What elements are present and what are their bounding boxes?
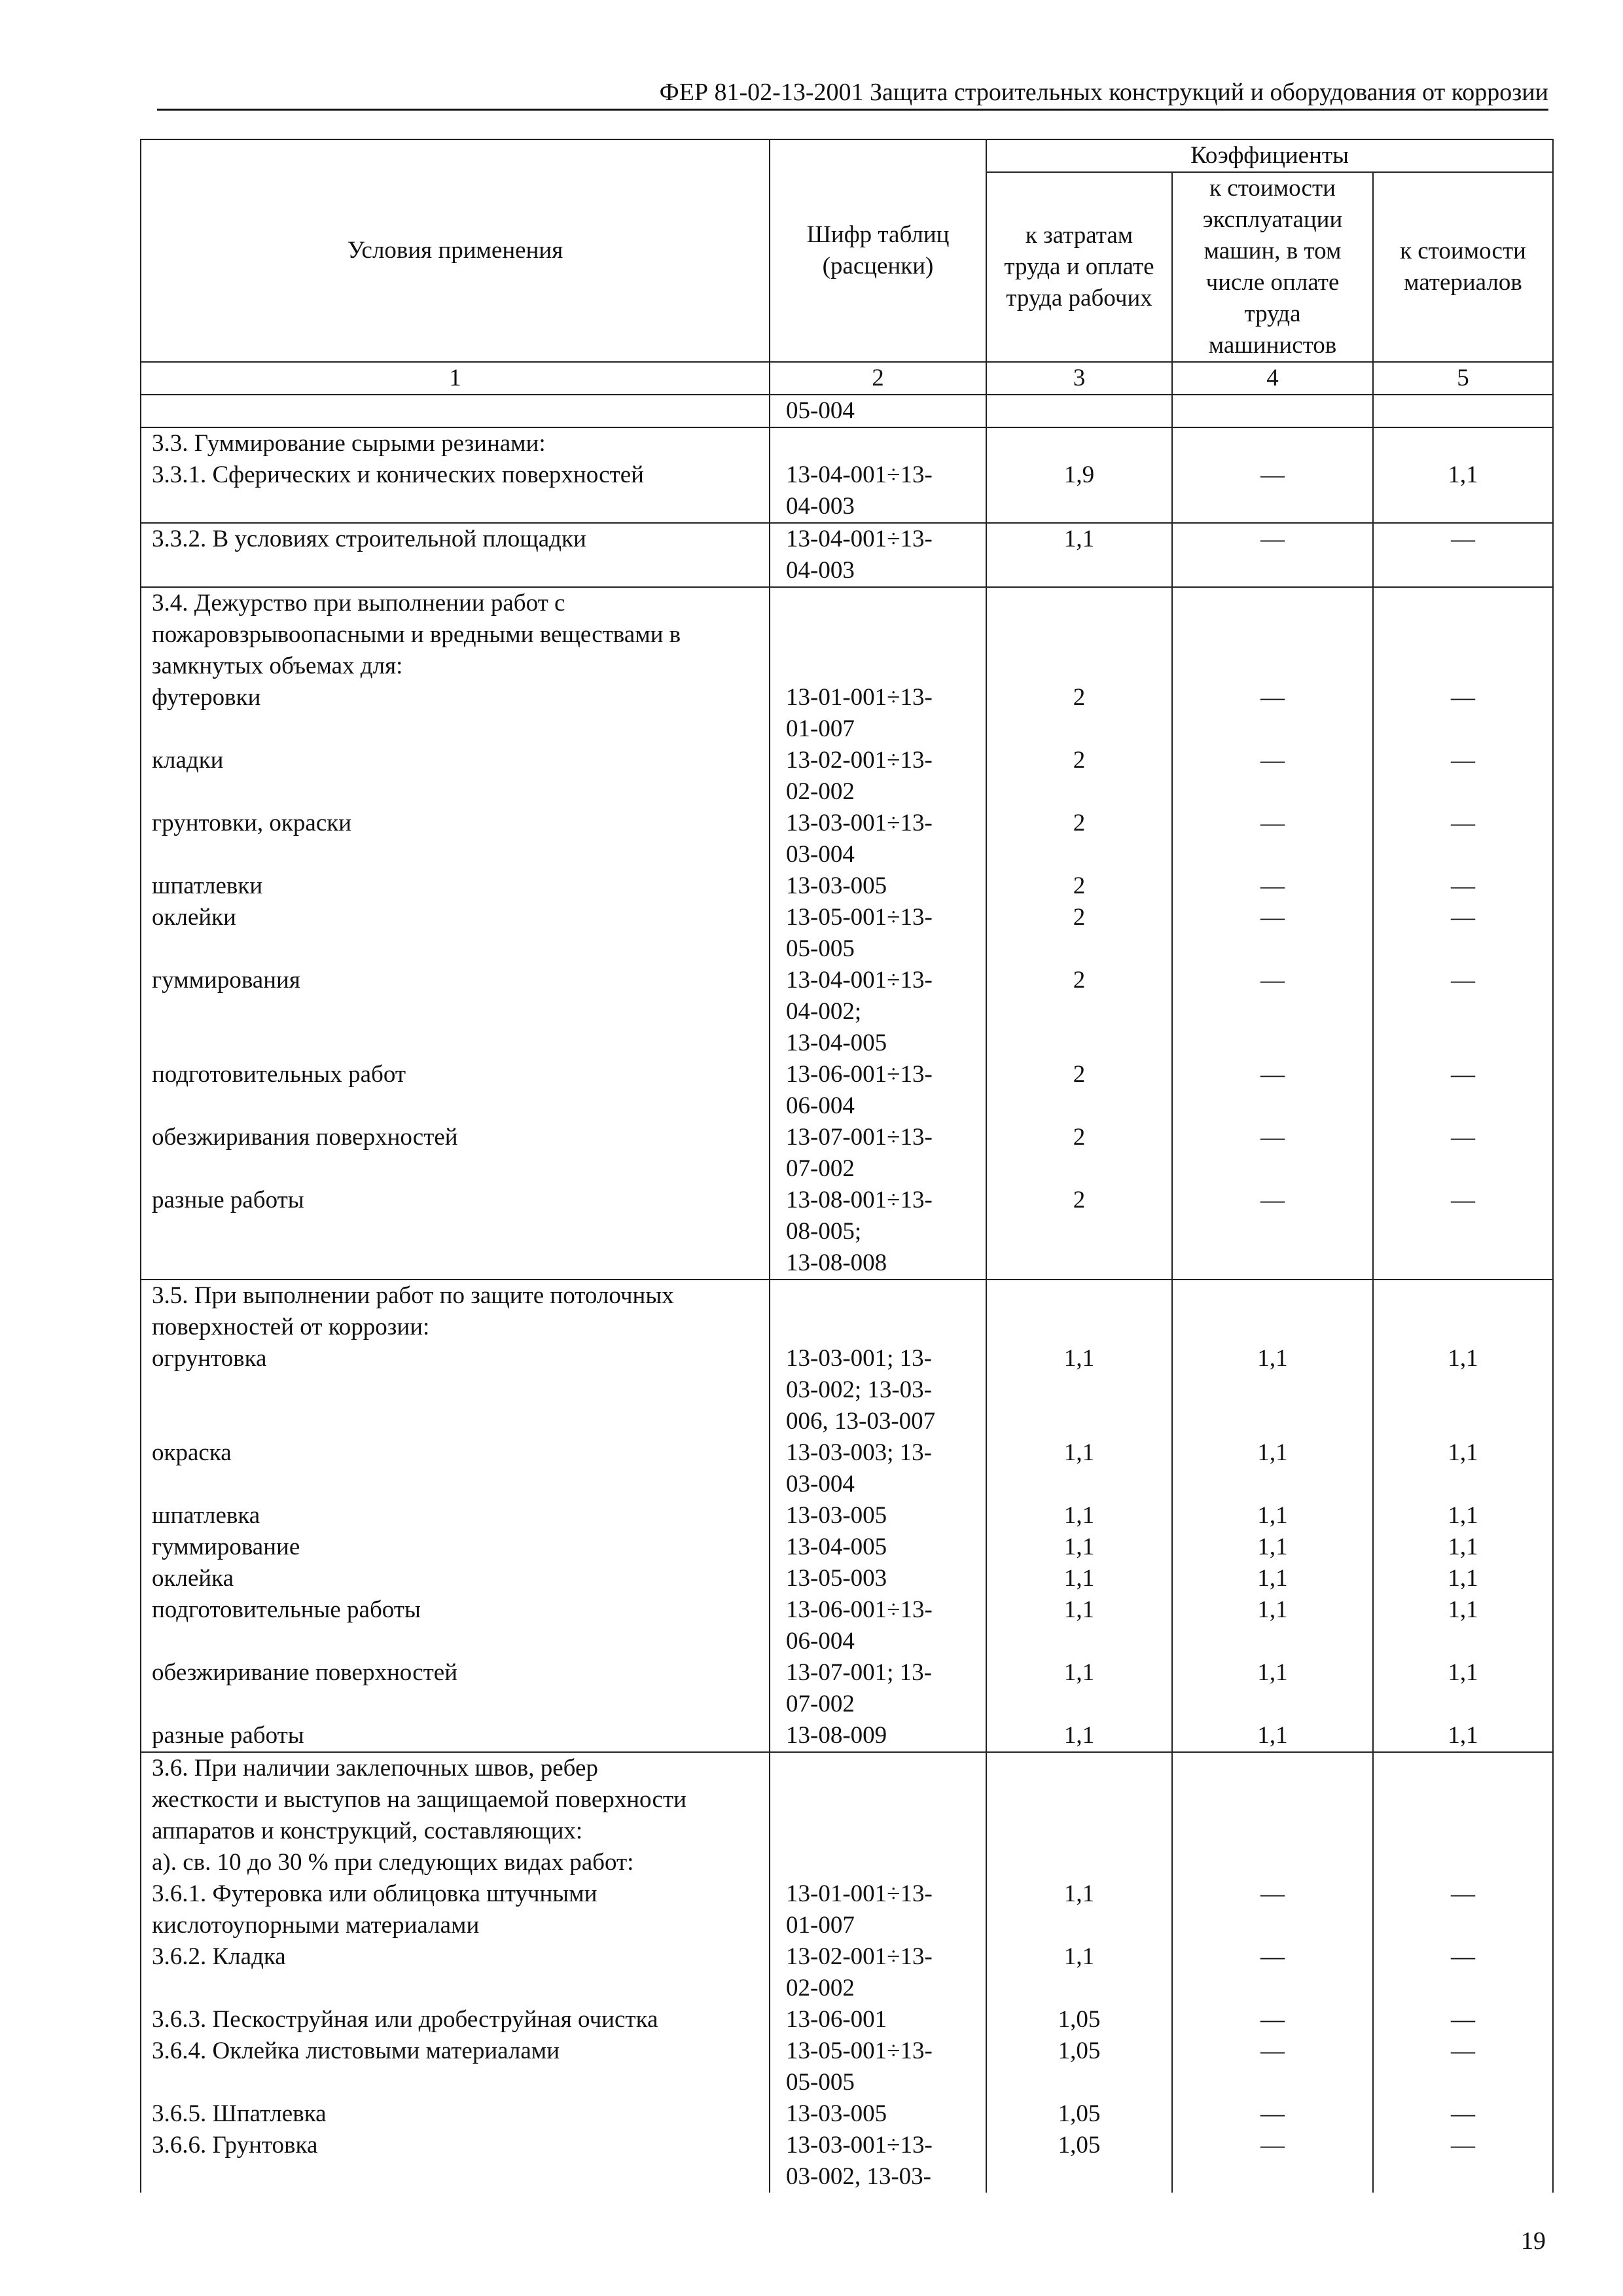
column-number-row bbox=[141, 362, 1553, 395]
material-coefficient: — bbox=[1373, 1878, 1553, 1941]
condition-cell bbox=[141, 902, 770, 965]
code-line: 13-03-001÷13- bbox=[786, 2132, 933, 2159]
labor-coefficient: 1,1 bbox=[986, 1563, 1172, 1594]
machine-coefficient: — bbox=[1172, 2130, 1373, 2193]
page-number: 19 bbox=[1521, 2227, 1546, 2255]
labor-coefficient: 1,1 bbox=[986, 1594, 1172, 1657]
condition-line: кислотоупорными материалами bbox=[152, 1912, 480, 1939]
code-line: 03-002; 13-03- bbox=[786, 1376, 932, 1403]
code-cell bbox=[770, 1059, 986, 1122]
material-coefficient bbox=[1373, 427, 1553, 459]
code-line: 05-005 bbox=[786, 2069, 855, 2096]
condition-line: аппаратов и конструкций, составляющих: bbox=[152, 1818, 583, 1844]
code-line: 02-002 bbox=[786, 1975, 855, 2001]
table-row bbox=[141, 1594, 1553, 1657]
machine-coefficient: — bbox=[1172, 2036, 1373, 2098]
code-line: 13-03-001÷13- bbox=[786, 810, 933, 836]
labor-coefficient: 1,1 bbox=[986, 1657, 1172, 1720]
material-coefficient: — bbox=[1373, 2130, 1553, 2193]
machine-coefficient bbox=[1172, 1280, 1373, 1343]
code-line: 08-005; bbox=[786, 1218, 862, 1245]
condition-line: а). св. 10 до 30 % при следующих видах работ: bbox=[152, 1849, 634, 1876]
table-row bbox=[141, 745, 1553, 808]
labor-coefficient: 2 bbox=[986, 902, 1172, 965]
condition-cell bbox=[141, 523, 770, 587]
table-row bbox=[141, 1280, 1553, 1343]
condition-line: 3.6.2. Кладка bbox=[152, 1943, 286, 1970]
condition-line: 3.5. При выполнении работ по защите потолочных bbox=[152, 1282, 674, 1309]
material-coefficient bbox=[1373, 1752, 1553, 1878]
table-row bbox=[141, 2130, 1553, 2193]
labor-coefficient: 2 bbox=[986, 1059, 1172, 1122]
material-coefficient bbox=[1373, 587, 1553, 682]
condition-cell bbox=[141, 1122, 770, 1185]
labor-coefficient: 1,1 bbox=[986, 1532, 1172, 1563]
code-cell bbox=[770, 1122, 986, 1185]
condition-line: 3.3.1. Сферических и конических поверхностей bbox=[152, 461, 644, 488]
machine-coefficient: 1,1 bbox=[1172, 1720, 1373, 1752]
condition-line: 3.3. Гуммирование сырыми резинами: bbox=[152, 430, 546, 457]
code-line: 03-004 bbox=[786, 1471, 855, 1498]
code-cell bbox=[770, 808, 986, 870]
code-line: 01-007 bbox=[786, 1912, 855, 1939]
code-cell bbox=[770, 870, 986, 902]
condition-line: 3.3.2. В условиях строительной площадки bbox=[152, 526, 586, 552]
header-coefficients: Коэффициенты bbox=[986, 139, 1553, 172]
labor-coefficient: 1,05 bbox=[986, 2004, 1172, 2036]
code-line: 03-004 bbox=[786, 841, 855, 868]
condition-line: поверхностей от коррозии: bbox=[152, 1314, 430, 1340]
table-row bbox=[141, 1563, 1553, 1594]
code-cell bbox=[770, 1563, 986, 1594]
column-number: 4 bbox=[1172, 362, 1373, 395]
condition-line: обезжиривания поверхностей bbox=[152, 1124, 458, 1151]
code-cell bbox=[770, 2098, 986, 2130]
condition-line: грунтовки, окраски bbox=[152, 810, 352, 836]
header-conditions: Условия применения bbox=[141, 139, 770, 362]
table-row bbox=[141, 2036, 1553, 2098]
material-coefficient: 1,1 bbox=[1373, 1532, 1553, 1563]
code-line: 04-003 bbox=[786, 493, 855, 520]
material-coefficient: — bbox=[1373, 870, 1553, 902]
material-coefficient: 1,1 bbox=[1373, 1594, 1553, 1657]
code-cell bbox=[770, 902, 986, 965]
code-line: 13-07-001÷13- bbox=[786, 1124, 933, 1151]
condition-cell bbox=[141, 395, 770, 427]
condition-cell bbox=[141, 1941, 770, 2004]
machine-coefficient: 1,1 bbox=[1172, 1657, 1373, 1720]
machine-coefficient: 1,1 bbox=[1172, 1343, 1373, 1437]
material-coefficient: — bbox=[1373, 745, 1553, 808]
machine-coefficient: — bbox=[1172, 2098, 1373, 2130]
column-number: 2 bbox=[770, 362, 986, 395]
labor-coefficient: 1,05 bbox=[986, 2098, 1172, 2130]
condition-line: 3.6.1. Футеровка или облицовка штучными bbox=[152, 1880, 597, 1907]
material-coefficient: — bbox=[1373, 2098, 1553, 2130]
code-cell bbox=[770, 1343, 986, 1437]
labor-coefficient: 2 bbox=[986, 745, 1172, 808]
machine-coefficient bbox=[1172, 395, 1373, 427]
code-cell bbox=[770, 2036, 986, 2098]
condition-line: 3.4. Дежурство при выполнении работ с bbox=[152, 590, 565, 617]
labor-coefficient bbox=[986, 427, 1172, 459]
material-coefficient: — bbox=[1373, 1122, 1553, 1185]
code-line: 13-01-001÷13- bbox=[786, 684, 933, 711]
machine-coefficient: — bbox=[1172, 870, 1373, 902]
table-row bbox=[141, 1532, 1553, 1563]
running-head: ФЕР 81-02-13-2001 Защита строительных конструкций и оборудования от коррозии bbox=[659, 79, 1548, 106]
table-row bbox=[141, 965, 1553, 1059]
condition-line: гуммирования bbox=[152, 967, 300, 994]
table-row bbox=[141, 1185, 1553, 1280]
code-cell bbox=[770, 1500, 986, 1532]
machine-coefficient bbox=[1172, 1752, 1373, 1878]
table-row bbox=[141, 1437, 1553, 1500]
material-coefficient: — bbox=[1373, 682, 1553, 745]
labor-coefficient: 1,05 bbox=[986, 2130, 1172, 2193]
table-row bbox=[141, 587, 1553, 682]
code-line: 13-07-001; 13- bbox=[786, 1659, 932, 1686]
machine-coefficient bbox=[1172, 427, 1373, 459]
condition-cell bbox=[141, 1563, 770, 1594]
material-coefficient: — bbox=[1373, 965, 1553, 1059]
condition-cell bbox=[141, 2130, 770, 2193]
material-coefficient: 1,1 bbox=[1373, 1563, 1553, 1594]
condition-cell bbox=[141, 745, 770, 808]
labor-coefficient: 2 bbox=[986, 870, 1172, 902]
code-cell bbox=[770, 459, 986, 523]
condition-line: замкнутых объемах для: bbox=[152, 653, 403, 679]
code-line: 04-002; bbox=[786, 998, 862, 1025]
condition-line: подготовительных работ bbox=[152, 1061, 406, 1088]
condition-cell bbox=[141, 1280, 770, 1343]
code-line: 07-002 bbox=[786, 1691, 855, 1717]
material-coefficient: 1,1 bbox=[1373, 459, 1553, 523]
condition-cell bbox=[141, 1752, 770, 1878]
condition-cell bbox=[141, 808, 770, 870]
coefficients-table bbox=[140, 139, 1554, 2193]
labor-coefficient bbox=[986, 395, 1172, 427]
condition-line: 3.6. При наличии заклепочных швов, ребер bbox=[152, 1755, 598, 1782]
machine-coefficient: 1,1 bbox=[1172, 1594, 1373, 1657]
table-row bbox=[141, 682, 1553, 745]
header-rule bbox=[157, 109, 1548, 111]
code-cell bbox=[770, 2130, 986, 2193]
code-line: 13-02-001÷13- bbox=[786, 747, 933, 774]
code-cell bbox=[770, 1720, 986, 1752]
labor-coefficient: 1,1 bbox=[986, 1941, 1172, 2004]
machine-coefficient: 1,1 bbox=[1172, 1532, 1373, 1563]
machine-coefficient: — bbox=[1172, 965, 1373, 1059]
table-row bbox=[141, 459, 1553, 523]
material-coefficient: — bbox=[1373, 1185, 1553, 1280]
material-coefficient: 1,1 bbox=[1373, 1343, 1553, 1437]
labor-coefficient: 1,9 bbox=[986, 459, 1172, 523]
code-line: 07-002 bbox=[786, 1155, 855, 1182]
code-cell bbox=[770, 1280, 986, 1343]
code-cell bbox=[770, 1752, 986, 1878]
code-cell bbox=[770, 523, 986, 587]
code-line: 13-04-001÷13- bbox=[786, 461, 933, 488]
machine-coefficient: — bbox=[1172, 808, 1373, 870]
labor-coefficient: 1,1 bbox=[986, 1720, 1172, 1752]
code-line: 13-05-001÷13- bbox=[786, 2037, 933, 2064]
condition-line: окраска bbox=[152, 1439, 232, 1466]
table-header bbox=[141, 139, 1553, 395]
code-line: 13-05-001÷13- bbox=[786, 904, 933, 931]
labor-coefficient: 1,1 bbox=[986, 1878, 1172, 1941]
table-body bbox=[141, 395, 1553, 2193]
condition-cell bbox=[141, 1185, 770, 1280]
condition-line: кладки bbox=[152, 747, 224, 774]
condition-cell bbox=[141, 1720, 770, 1752]
condition-line: гуммирование bbox=[152, 1534, 300, 1560]
condition-cell bbox=[141, 965, 770, 1059]
condition-line: обезжиривание поверхностей bbox=[152, 1659, 458, 1686]
table-row bbox=[141, 1122, 1553, 1185]
condition-cell bbox=[141, 587, 770, 682]
machine-coefficient: — bbox=[1172, 1941, 1373, 2004]
code-cell bbox=[770, 1878, 986, 1941]
column-number: 1 bbox=[141, 362, 770, 395]
material-coefficient: — bbox=[1373, 902, 1553, 965]
material-coefficient: 1,1 bbox=[1373, 1657, 1553, 1720]
code-line bbox=[786, 428, 975, 459]
header-materials: к стоимости материалов bbox=[1373, 172, 1553, 362]
table-row bbox=[141, 2098, 1553, 2130]
condition-cell bbox=[141, 1437, 770, 1500]
condition-cell bbox=[141, 2098, 770, 2130]
code-line: 13-04-001÷13- bbox=[786, 526, 933, 552]
code-line: 13-06-001÷13- bbox=[786, 1596, 933, 1623]
code-line: 13-02-001÷13- bbox=[786, 1943, 933, 1970]
table-row bbox=[141, 1752, 1553, 1878]
material-coefficient bbox=[1373, 395, 1553, 427]
machine-coefficient: — bbox=[1172, 1059, 1373, 1122]
condition-cell bbox=[141, 2036, 770, 2098]
condition-cell bbox=[141, 2004, 770, 2036]
condition-cell bbox=[141, 427, 770, 459]
machine-coefficient: 1,1 bbox=[1172, 1437, 1373, 1500]
condition-line: шпатлевка bbox=[152, 1502, 260, 1529]
condition-line: оклейка bbox=[152, 1565, 234, 1592]
code-line bbox=[786, 1280, 975, 1312]
condition-cell bbox=[141, 1657, 770, 1720]
code-cell bbox=[770, 1594, 986, 1657]
header-code: Шифр таблиц (расценки) bbox=[770, 139, 986, 362]
table-row bbox=[141, 870, 1553, 902]
header-machines: к стоимости эксплуатации машин, в том числе оплате труда машинистов bbox=[1172, 172, 1373, 362]
condition-line: 3.6.5. Шпатлевка bbox=[152, 2100, 327, 2127]
labor-coefficient bbox=[986, 1752, 1172, 1878]
machine-coefficient: — bbox=[1172, 459, 1373, 523]
table-row bbox=[141, 427, 1553, 459]
code-line: 03-002, 13-03- bbox=[786, 2163, 931, 2190]
table-row bbox=[141, 395, 1553, 427]
code-line: 06-004 bbox=[786, 1092, 855, 1119]
condition-cell bbox=[141, 1878, 770, 1941]
table-row bbox=[141, 523, 1553, 587]
machine-coefficient: — bbox=[1172, 523, 1373, 587]
material-coefficient: — bbox=[1373, 1059, 1553, 1122]
code-line: 13-03-003; 13- bbox=[786, 1439, 932, 1466]
code-line: 006, 13-03-007 bbox=[786, 1408, 936, 1435]
code-cell bbox=[770, 587, 986, 682]
material-coefficient: 1,1 bbox=[1373, 1500, 1553, 1532]
condition-line: жесткости и выступов на защищаемой поверхности bbox=[152, 1786, 687, 1813]
material-coefficient: 1,1 bbox=[1373, 1437, 1553, 1500]
condition-line: 3.6.3. Пескоструйная или дробеструйная очистка bbox=[152, 2006, 658, 2033]
condition-line: разные работы bbox=[152, 1187, 304, 1213]
code-line: 04-003 bbox=[786, 557, 855, 584]
column-number: 5 bbox=[1373, 362, 1553, 395]
code-line: 13-06-001÷13- bbox=[786, 1061, 933, 1088]
code-line: 01-007 bbox=[786, 715, 855, 742]
labor-coefficient: 2 bbox=[986, 1185, 1172, 1280]
machine-coefficient: — bbox=[1172, 745, 1373, 808]
labor-coefficient: 1,1 bbox=[986, 1500, 1172, 1532]
labor-coefficient: 1,1 bbox=[986, 523, 1172, 587]
code-line: 13-03-001; 13- bbox=[786, 1345, 932, 1372]
code-line: 13-08-009 bbox=[786, 1722, 887, 1749]
code-cell bbox=[770, 427, 986, 459]
machine-coefficient bbox=[1172, 587, 1373, 682]
code-line: 13-06-001 bbox=[786, 2006, 887, 2033]
code-cell bbox=[770, 2004, 986, 2036]
machine-coefficient: — bbox=[1172, 1878, 1373, 1941]
condition-line: шпатлевки bbox=[152, 872, 263, 899]
table-row bbox=[141, 1500, 1553, 1532]
condition-line: разные работы bbox=[152, 1722, 304, 1749]
code-cell bbox=[770, 1185, 986, 1280]
code-line bbox=[786, 588, 975, 619]
material-coefficient: — bbox=[1373, 2004, 1553, 2036]
condition-line: огрунтовка bbox=[152, 1345, 267, 1372]
header-labor: к затратам труда и оплате труда рабочих bbox=[986, 172, 1172, 362]
code-line: 13-04-001÷13- bbox=[786, 967, 933, 994]
condition-cell bbox=[141, 870, 770, 902]
condition-cell bbox=[141, 1532, 770, 1563]
machine-coefficient: — bbox=[1172, 2004, 1373, 2036]
material-coefficient: — bbox=[1373, 523, 1553, 587]
machine-coefficient: — bbox=[1172, 682, 1373, 745]
labor-coefficient: 2 bbox=[986, 1122, 1172, 1185]
code-cell bbox=[770, 1437, 986, 1500]
condition-cell bbox=[141, 1059, 770, 1122]
labor-coefficient: 1,05 bbox=[986, 2036, 1172, 2098]
condition-cell bbox=[141, 682, 770, 745]
condition-cell bbox=[141, 1594, 770, 1657]
machine-coefficient: 1,1 bbox=[1172, 1563, 1373, 1594]
condition-cell bbox=[141, 1500, 770, 1532]
machine-coefficient: — bbox=[1172, 1122, 1373, 1185]
condition-line: оклейки bbox=[152, 904, 236, 931]
machine-coefficient: 1,1 bbox=[1172, 1500, 1373, 1532]
code-line: 02-002 bbox=[786, 778, 855, 805]
material-coefficient: — bbox=[1373, 2036, 1553, 2098]
code-line: 13-08-001÷13- bbox=[786, 1187, 933, 1213]
condition-line: 3.6.4. Оклейка листовыми материалами bbox=[152, 2037, 560, 2064]
condition-line: футеровки bbox=[152, 684, 261, 711]
labor-coefficient: 2 bbox=[986, 965, 1172, 1059]
code-cell bbox=[770, 395, 986, 427]
table-row bbox=[141, 902, 1553, 965]
column-number: 3 bbox=[986, 362, 1172, 395]
condition-line: 3.6.6. Грунтовка bbox=[152, 2132, 318, 2159]
table-row bbox=[141, 1343, 1553, 1437]
condition-line: подготовительные работы bbox=[152, 1596, 421, 1623]
code-cell bbox=[770, 682, 986, 745]
code-cell bbox=[770, 1941, 986, 2004]
table-row bbox=[141, 1941, 1553, 2004]
code-cell bbox=[770, 1532, 986, 1563]
labor-coefficient: 2 bbox=[986, 808, 1172, 870]
code-line: 13-03-005 bbox=[786, 1502, 887, 1529]
machine-coefficient: — bbox=[1172, 1185, 1373, 1280]
code-line: 13-04-005 bbox=[786, 1030, 887, 1056]
code-line: 05-004 bbox=[786, 397, 855, 424]
code-line: 06-004 bbox=[786, 1628, 855, 1655]
table-row bbox=[141, 2004, 1553, 2036]
table-row bbox=[141, 808, 1553, 870]
condition-line: пожаровзрывоопасными и вредными веществами в bbox=[152, 621, 681, 648]
labor-coefficient: 1,1 bbox=[986, 1437, 1172, 1500]
labor-coefficient bbox=[986, 1280, 1172, 1343]
code-cell bbox=[770, 1657, 986, 1720]
code-cell bbox=[770, 965, 986, 1059]
material-coefficient bbox=[1373, 1280, 1553, 1343]
table-row bbox=[141, 1878, 1553, 1941]
code-line: 13-03-005 bbox=[786, 872, 887, 899]
coefficients-table-container bbox=[140, 139, 1552, 2193]
code-line: 13-03-005 bbox=[786, 2100, 887, 2127]
material-coefficient: — bbox=[1373, 1941, 1553, 2004]
condition-line bbox=[152, 395, 758, 427]
labor-coefficient bbox=[986, 587, 1172, 682]
code-line: 05-005 bbox=[786, 935, 855, 962]
condition-cell bbox=[141, 1343, 770, 1437]
code-line: 13-01-001÷13- bbox=[786, 1880, 933, 1907]
material-coefficient: — bbox=[1373, 808, 1553, 870]
table-row bbox=[141, 1059, 1553, 1122]
code-line: 13-05-003 bbox=[786, 1565, 887, 1592]
condition-cell bbox=[141, 459, 770, 523]
code-line: 13-08-008 bbox=[786, 1249, 887, 1276]
labor-coefficient: 1,1 bbox=[986, 1343, 1172, 1437]
machine-coefficient: — bbox=[1172, 902, 1373, 965]
table-row bbox=[141, 1657, 1553, 1720]
code-line: 13-04-005 bbox=[786, 1534, 887, 1560]
code-line bbox=[786, 1753, 975, 1784]
code-cell bbox=[770, 745, 986, 808]
material-coefficient: 1,1 bbox=[1373, 1720, 1553, 1752]
table-row bbox=[141, 1720, 1553, 1752]
labor-coefficient: 2 bbox=[986, 682, 1172, 745]
